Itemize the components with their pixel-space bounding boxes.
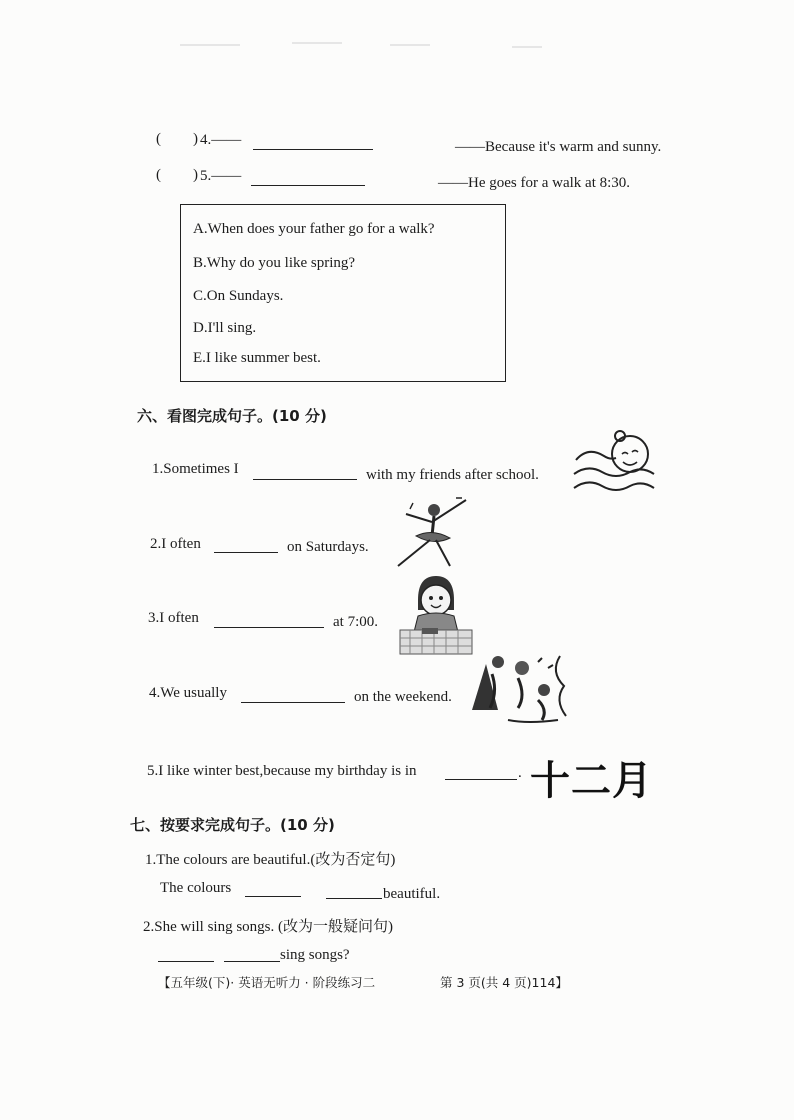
party-icon: [468, 650, 574, 726]
answer-paren-open: (: [156, 167, 161, 183]
answer-blank[interactable]: [158, 947, 214, 962]
choices-box: [180, 204, 506, 382]
answer-paren-close: ): [193, 131, 198, 147]
line-start: The colours: [160, 880, 232, 896]
answer-blank[interactable]: [214, 613, 324, 628]
line-end: sing songs?: [280, 947, 350, 963]
answer-blank[interactable]: [253, 465, 357, 480]
sentence-end: with my friends after school.: [366, 467, 539, 483]
sentence-start: 4.We usually: [149, 685, 227, 701]
choice-a: A.When does your father go for a walk?: [193, 221, 435, 237]
s7-question-1: 1.The colours are beautiful.(改为否定句): [145, 852, 396, 868]
section-7-title: 七、按要求完成句子。(10 分): [130, 816, 335, 834]
line-end: beautiful.: [383, 886, 441, 902]
sentence-end: at 7:00.: [333, 614, 378, 630]
footer-left: 【五年级(下)· 英语无听力 · 阶段练习二: [158, 975, 376, 990]
sentence-end: .: [518, 765, 522, 781]
sentence-end: on Saturdays.: [287, 539, 369, 555]
answer-blank[interactable]: [245, 882, 301, 897]
answer-blank[interactable]: [445, 765, 517, 780]
sentence-end: on the weekend.: [354, 689, 452, 705]
dialogue-response: ——Because it's warm and sunny.: [455, 139, 662, 155]
answer-blank[interactable]: [253, 135, 373, 150]
section-6-title: 六、看图完成句子。(10 分): [137, 407, 327, 425]
sentence-start: 1.Sometimes I: [152, 461, 239, 477]
choice-e: E.I like summer best.: [193, 350, 321, 366]
answer-paren-close: ): [193, 167, 198, 183]
answer-blank[interactable]: [224, 947, 280, 962]
s7-question-2: 2.She will sing songs. (改为一般疑问句): [143, 919, 394, 935]
answer-blank[interactable]: [241, 688, 345, 703]
answer-paren-open: (: [156, 131, 161, 147]
choice-d: D.I'll sing.: [193, 320, 257, 336]
answer-blank[interactable]: [214, 538, 278, 553]
choice-b: B.Why do you like spring?: [193, 255, 356, 271]
sentence-start: 2.I often: [150, 536, 201, 552]
swimming-icon: [568, 430, 660, 500]
item-number: 4.——: [200, 132, 242, 148]
dancing-icon: [386, 494, 472, 572]
choice-c: C.On Sundays.: [193, 288, 284, 304]
answer-blank[interactable]: [326, 884, 382, 899]
sentence-start: 5.I like winter best,because my birthday is in: [147, 763, 417, 779]
footer-page-number: 第 3 页(共 4 页)114】: [440, 975, 568, 990]
breakfast-icon: [398, 568, 474, 658]
month-picture-december: 十二月: [530, 758, 653, 804]
dialogue-response: ——He goes for a walk at 8:30.: [438, 175, 631, 191]
answer-blank[interactable]: [251, 171, 365, 186]
sentence-start: 3.I often: [148, 610, 199, 626]
item-number: 5.——: [200, 168, 242, 184]
